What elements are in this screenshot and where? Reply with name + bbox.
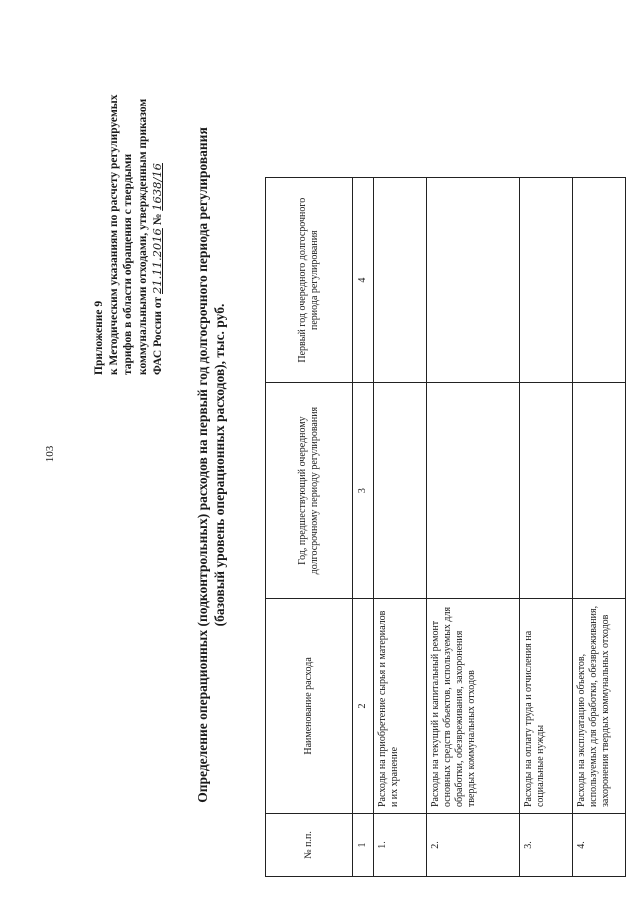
appendix-reference-line: тарифов в области обращения с твердыми (122, 153, 134, 375)
expense-name: Расходы на приобретение сырья и материалов и их хранение (374, 598, 427, 813)
appendix-header (92, 75, 166, 375)
header-first-year: Первый год очередного долгосрочного периода регулирования (266, 178, 353, 383)
expense-name: Расходы на эксплуатацию объектов, используемых для обработки, обезвреживания, захоронения твердых коммунальных отходов (573, 598, 626, 813)
column-index: 4 (353, 178, 374, 383)
first-year-value (520, 178, 573, 383)
expense-name: Расходы на оплату труда и отчисления на социальные нужды (520, 598, 573, 813)
order-number: 1638/16 (150, 163, 164, 211)
column-index: 2 (353, 598, 374, 813)
column-index: 3 (353, 383, 374, 598)
page-number: 103 (44, 445, 56, 463)
appendix-reference-line: коммунальными отходами, утвержденным приказом (136, 98, 149, 375)
row-number: 3. (520, 814, 573, 877)
row-number: 2. (427, 814, 520, 877)
previous-year-value (374, 383, 427, 598)
operating-expenses-table (265, 177, 626, 877)
previous-year-value (427, 383, 520, 598)
appendix-label: Приложение 9 (93, 300, 105, 375)
table-row (427, 178, 520, 877)
order-prefix: ФАС России от (152, 293, 164, 375)
order-number-sign: № (152, 210, 164, 229)
first-year-value (427, 178, 520, 383)
title-line: Определение операционных (подконтрольных) расходов на первый год долгосрочного периода регулирования (195, 127, 210, 803)
header-previous-year: Год, предшествующий очередному долгосрочному периоду регулирования (266, 383, 353, 598)
row-number: 1. (374, 814, 427, 877)
first-year-value (573, 178, 626, 383)
previous-year-value (520, 383, 573, 598)
row-number: 4. (573, 814, 626, 877)
previous-year-value (573, 383, 626, 598)
header-number: № п.п. (266, 814, 353, 877)
title-subline: (базовый уровень операционных расходов), тыс. руб. (212, 303, 227, 627)
table-row (520, 178, 573, 877)
expense-name: Расходы на текущий и капитальный ремонт основных средств объектов, используемых для обработки, обезвреживания, захоронения твердых коммунальных отходов (427, 598, 520, 813)
table-header-row (266, 178, 353, 877)
table-row (573, 178, 626, 877)
column-index: 1 (353, 814, 374, 877)
column-number-row (353, 178, 374, 877)
header-expense-name: Наименование расхода (266, 598, 353, 813)
table-row (374, 178, 427, 877)
order-date: 21.11.2016 (150, 228, 164, 294)
first-year-value (374, 178, 427, 383)
appendix-order-line (150, 75, 166, 375)
appendix-reference-line: к Методическим указаниям по расчету регулируемых (107, 94, 120, 375)
document-title (194, 100, 228, 830)
